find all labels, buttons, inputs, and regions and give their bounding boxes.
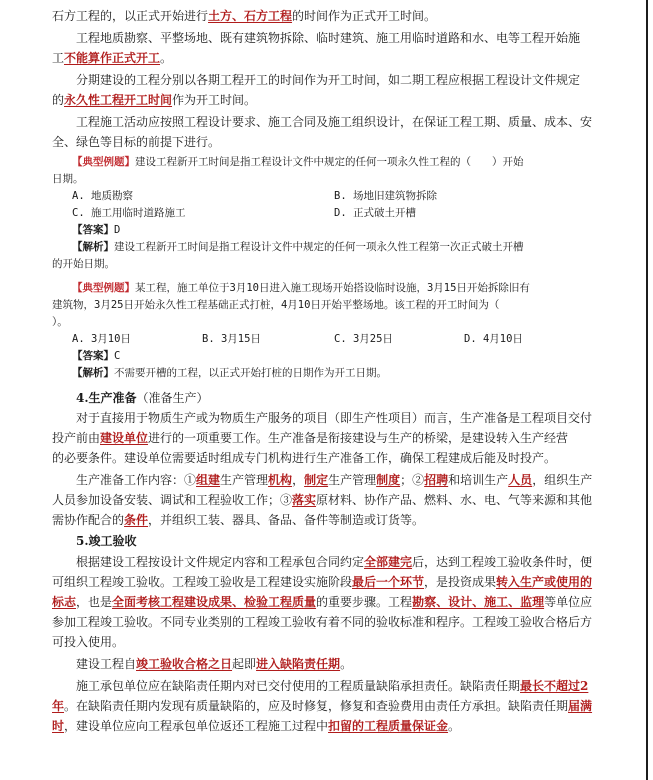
paragraph: 生产准备工作内容：①组建生产管理机构，制定生产管理制度；②招聘和培训生产人员，组织生产 [76, 473, 593, 487]
question-tag: 【典型例题】 [72, 156, 135, 168]
paragraph: 可组织工程竣工验收。工程竣工验收是工程建设实施阶段最后一个环节，是投资成果转入生产或使用的 [52, 575, 593, 589]
option-a: A. 3月10日 [72, 333, 131, 345]
explanation-label: 【解析】 [72, 367, 114, 379]
answer-value: D [114, 224, 121, 236]
paragraph: 年。在缺陷责任期内发现有质量缺陷的，应及时修复，修复和查验费用由责任方承担。缺陷责任期届满 [52, 699, 593, 713]
paragraph: 标志，也是全面考核工程建设成果、检验工程质量的重要步骤。工程勘察、设计、施工、监理等单位应 [52, 595, 593, 609]
option-b: B. 3月15日 [202, 333, 261, 345]
paragraph: 工不能算作正式开工。 [52, 51, 173, 65]
section-heading: 5.竣工验收 [76, 534, 137, 548]
paragraph: 工程施工活动应按照工程设计要求、施工合同及施工组织设计，在保证工程工期、质量、成本、安 [76, 115, 593, 129]
answer-label: 【答案】 [72, 224, 114, 236]
emphasis: 土方、石方工程 [208, 9, 293, 23]
paragraph: 施工承包单位应在缺陷责任期内对已交付使用的工程质量缺陷承担责任。缺陷责任期最长不超过2 [76, 679, 589, 693]
paragraph: 参加工程竣工验收。不同专业类别的工程竣工验收有着不同的验收标准和程序。工程竣工验收合格后方 [52, 615, 593, 629]
page-edge-line [646, 0, 648, 780]
option-d: D. 4月10日 [464, 333, 523, 345]
emphasis: 不能算作正式开工 [64, 51, 161, 65]
paragraph: 对于直接用于物质生产或为物质生产服务的项目（即生产性项目）而言，生产准备是工程项目交付 [76, 411, 593, 425]
paragraph: 可投入使用。 [52, 635, 125, 649]
answer-value: C [114, 350, 121, 362]
paragraph: 需协作配合的条件，并组织工装、器具、备品、备件等制造或订货等。 [52, 513, 425, 527]
paragraph: 建设工程自竣工验收合格之日起即进入缺陷责任期。 [76, 657, 353, 671]
emphasis: 建设单位 [100, 431, 149, 445]
paragraph: 人员参加设备安装、调试和工程验收工作；③落实原材料、协作产品、燃料、水、电、气等来源和其他 [52, 493, 593, 507]
paragraph: 石方工程的，以正式开始进行土方、石方工程的时间作为正式开工时间。 [52, 9, 437, 23]
answer-label: 【答案】 [72, 350, 114, 362]
option-d: D. 正式破土开槽 [334, 207, 416, 219]
paragraph: 全、绿色等目标的前提下进行。 [52, 135, 221, 149]
question-tag: 【典型例题】 [72, 282, 135, 294]
paragraph: 投产前由建设单位进行的一项重要工作。生产准备是衔接建设与生产的桥梁，是建设转入生产经营 [52, 431, 569, 445]
paragraph: 时，建设单位应向工程承包单位返还工程施工过程中扣留的工程质量保证金。 [52, 719, 461, 733]
document-page: 石方工程的，以正式开始进行土方、石方工程的时间作为正式开工时间。 工程地质勘察、平整场地、既有建筑物拆除、临时建筑、施工用临时道路和水、电等工程开始施 工不能算作正式开工。 分期建设的工程分别以各期工程开工的时间作为开工时间，如二期工程应根据工程设计文件规定 的永久性工程开工时间作为开工时间。 工程施工活动应按照工程设计要求、施工合同及施工组织设计，在保证工程工期、质量、成本、安 全、绿色等目标的前提下进行。 【典型例题】建设工程新开工时间是指工程设计文件中规定的任何一项永久性工程的（ ）开始 日期。 A. 地质勘察 B. 场地旧建筑物拆除 C. 施工用临时道路施工 D. 正式破土开槽 【答案】D 【解析】建设工程新开工时间是指工程设计文件中规定的任何一项永久性工程第一次正式破土开槽 的开始日期。 【典型例题】某工程，施工单位于3月10日进入施工现场开始搭设临时设施，3月15日开始拆除旧有 建筑物，3月25日开始永久性工程基础正式打桩，4月10日开始平整场地。该工程的开工时间为（ ）。 A. 3月10日 B. 3月15日 C. 3月25日 D. 4月10日 【答案】C 【解析】不需要开槽的工程，以正式开始打桩的日期作为开工日期。 4.生产准备（准备生产） 对于直接用于物质生产或为物质生产服务的项目（即生产性项目）而言，生产准备是工程项目交付 投产前由建设单位进行的一项重要工作。生产准备是衔接建设与生产的桥梁，是建设转入生产经营 的必要条件。建设单位需要适时组成专门机构进行生产准备工作，确保工程建成后能及时投产。 生产准备工作内容：①组建生产管理机构，制定生产管理制度；②招聘和培训生产人员，组织生产 人员参加设备安装、调试和工程验收工作；③落实原材料、协作产品、燃料、水、电、气等来源和其他 需协作配合的条件，并组织工装、器具、备品、备件等制造或订货等。 5.竣工验收 根据建设工程按设计文件规定内容和工程承包合同约定全部建完后，达到工程竣工验收条件时，便 可组织工程竣工验收。工程竣工验收是工程建设实施阶段最后一个环节，是投资成果转入生产或使用的 标志，也是全面考核工程建设成果、检验工程质量的重要步骤。工程勘察、设计、施工、监理等单位应 参加工程竣工验收。不同专业类别的工程竣工验收有着不同的验收标准和程序。工程竣工验收合格后方 可投入使用。 建设工程自竣工验收合格之日起即进入缺陷责任期。 施工承包单位应在缺陷责任期内对已交付使用的工程质量缺陷承担责任。缺陷责任期最长不超过2 年。在缺陷责任期内发现有质量缺陷的，应及时修复，修复和查验费用由责任方承担。缺陷责任期届满 时，建设单位应向工程承包单位返还工程施工过程中扣留的工程质量保证金。 [0, 0, 653, 780]
option-b: B. 场地旧建筑物拆除 [334, 190, 437, 202]
explanation-label: 【解析】 [72, 241, 114, 253]
option-a: A. 地质勘察 [72, 190, 133, 202]
option-c: C. 3月25日 [334, 333, 393, 345]
paragraph: 的永久性工程开工时间作为开工时间。 [52, 93, 257, 107]
emphasis: 永久性工程开工时间 [64, 93, 173, 107]
section-heading: 4.生产准备（准备生产） [76, 391, 209, 405]
paragraph: 的必要条件。建设单位需要适时组成专门机构进行生产准备工作，确保工程建成后能及时投产。 [52, 451, 557, 465]
paragraph: 分期建设的工程分别以各期工程开工的时间作为开工时间，如二期工程应根据工程设计文件规定 [76, 73, 581, 87]
paragraph: 工程地质勘察、平整场地、既有建筑物拆除、临时建筑、施工用临时道路和水、电等工程开始施 [76, 31, 581, 45]
paragraph: 根据建设工程按设计文件规定内容和工程承包合同约定全部建完后，达到工程竣工验收条件时，便 [76, 555, 593, 569]
option-c: C. 施工用临时道路施工 [72, 207, 186, 219]
